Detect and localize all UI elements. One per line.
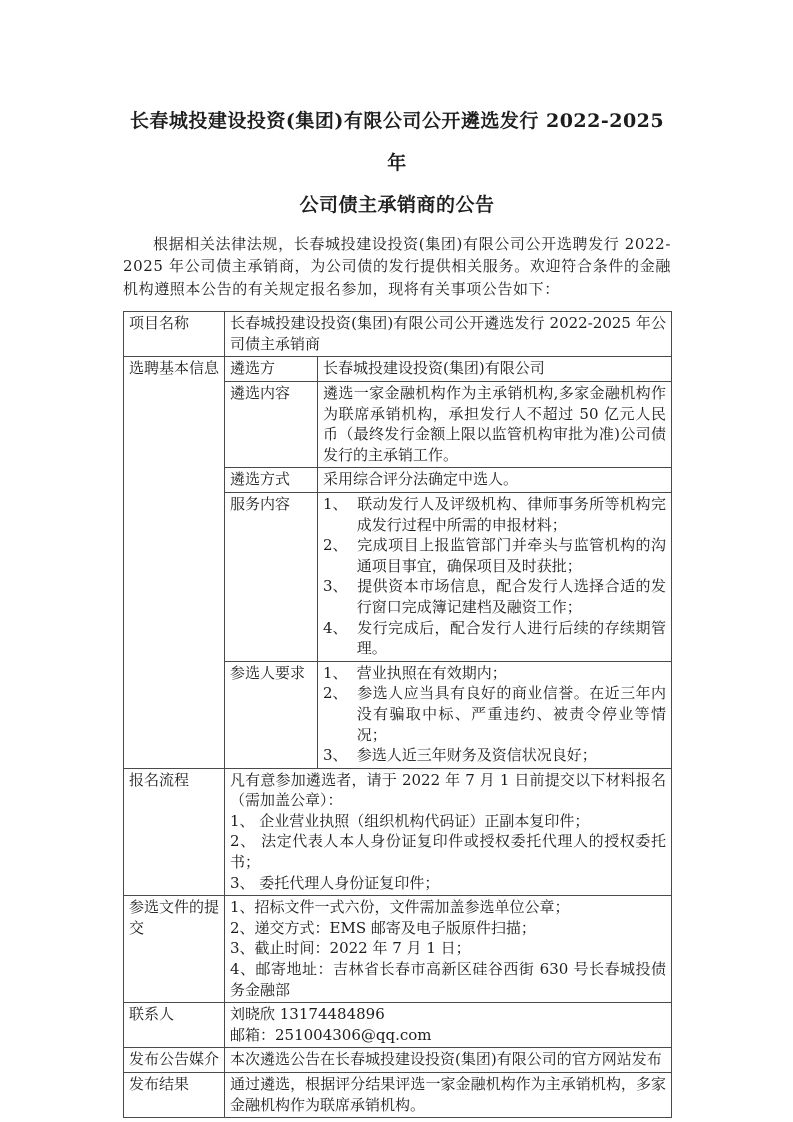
requirement-item-text: 参选人近三年财务及资信状况良好； (356, 746, 597, 765)
service-content-value (318, 492, 672, 661)
registration-line: 3、 委托代理人身份证复印件； (230, 873, 440, 892)
service-item-number: 3、 (323, 577, 348, 596)
registration-process-label: 报名流程 (124, 768, 225, 896)
announcement-media-value: 本次遴选公告在长春城投建设投资(集团)有限公司的官方网站发布 (225, 1048, 672, 1073)
service-item (323, 576, 666, 617)
intro-paragraph: 根据相关法律法规，长春城投建设投资(集团)有限公司公开选聘发行 2022-2025 年公司债主承销商，为公司债的发行提供相关服务。欢迎符合条件的金融机构遵照本公告的有关规定报名参加，现将有关事项公告如下： (123, 235, 671, 298)
requirement-item (323, 683, 666, 745)
requirement-item-text: 参选人应当具有良好的商业信誉。在近三年内没有骗取中标、严重违约、被责令停业等情况； (356, 684, 667, 744)
participant-requirements-label: 参选人要求 (225, 661, 318, 768)
requirement-item (323, 745, 666, 766)
registration-process-value (225, 768, 672, 896)
title-line-1: 长春城投建设投资(集团)有限公司公开遴选发行 2022-2025 年 (129, 110, 665, 174)
service-content-label: 服务内容 (225, 492, 318, 661)
basic-info-label: 选聘基本信息 (124, 357, 225, 768)
title-line-2: 公司债主承销商的公告 (299, 194, 495, 216)
service-item-text: 完成项目上报监管部门并牵头与监管机构的沟通项目事宜，确保项目及时获批； (356, 536, 667, 575)
service-item-number: 1、 (323, 494, 348, 513)
service-item (323, 494, 666, 535)
row-selector (124, 357, 672, 382)
selection-content-value: 遴选一家金融机构作为主承销机构,多家金融机构作为联席承销机构，承担发行人不超过 50 亿元人民币（最终发行金额上限以监管机构审批为准)公司债发行的主承销工作。 (318, 382, 672, 468)
participant-requirements-value (318, 661, 672, 768)
requirement-item-number: 2、 (323, 684, 348, 703)
requirement-item-number: 1、 (323, 663, 348, 682)
selection-method-label: 遴选方式 (225, 468, 318, 493)
service-item-number: 4、 (323, 618, 348, 637)
contact-person-value (225, 1003, 672, 1048)
requirement-item-text: 营业执照在有效期内； (356, 663, 507, 682)
result-publication-value: 通过遴选，根据评分结果评选一家金融机构作为主承销机构，多家金融机构作为联席承销机构。 (225, 1073, 672, 1118)
contact-name-phone: 刘晓欣 13174484896 (230, 1005, 385, 1024)
registration-line: 2、 法定代表人本人身份证复印件或授权委托代理人的授权委托书； (230, 832, 667, 872)
service-item-text: 联动发行人及评级机构、律师事务所等机构完成发行过程中所需的申报材料； (356, 494, 667, 534)
row-announcement-media (124, 1048, 672, 1073)
contact-person-label: 联系人 (124, 1003, 225, 1048)
submission-line: 2、递交方式：EMS 邮寄及电子版原件扫描； (230, 918, 536, 937)
announcement-table (123, 311, 672, 1118)
document-submission-value (225, 896, 672, 1003)
row-document-submission (124, 896, 672, 1003)
service-item-number: 2、 (323, 536, 348, 555)
registration-line: 凡有意参加遴选者，请于 2022 年 7 月 1 日前提交以下材料报名（需加盖公章）： (230, 770, 667, 810)
result-publication-label: 发布结果 (124, 1073, 225, 1118)
service-item-text: 发行完成后，配合发行人进行后续的存续期管理。 (356, 618, 667, 658)
submission-line: 4、邮寄地址：吉林省长春市高新区硅谷西街 630 号长春城投债务金融部 (230, 960, 667, 999)
submission-line: 3、截止时间：2022 年 7 月 1 日； (230, 939, 471, 958)
submission-line: 1、招标文件一式六份，文件需加盖参选单位公章； (230, 898, 570, 917)
service-item (323, 618, 666, 659)
project-name-value: 长春城投建设投资(集团)有限公司公开遴选发行 2022-2025 年公司债主承销商 (225, 312, 672, 357)
contact-email: 邮箱：251004306@qq.com (230, 1025, 432, 1044)
document-submission-label: 参选文件的提交 (124, 896, 225, 1003)
requirement-item-number: 3、 (323, 746, 348, 765)
row-registration-process (124, 768, 672, 896)
selector-label: 遴选方 (225, 357, 318, 382)
selection-method-value: 采用综合评分法确定中选人。 (318, 468, 672, 493)
selection-content-label: 遴选内容 (225, 382, 318, 468)
announcement-media-label: 发布公告媒介 (124, 1048, 225, 1073)
selector-value: 长春城投建设投资(集团)有限公司 (318, 357, 672, 382)
row-result-publication (124, 1073, 672, 1118)
project-name-label: 项目名称 (124, 312, 225, 357)
requirement-item (323, 663, 666, 684)
registration-line: 1、 企业营业执照（组织机构代码证）正副本复印件； (230, 811, 590, 830)
row-contact-person (124, 1003, 672, 1048)
row-project-name (124, 312, 672, 357)
service-item (323, 535, 666, 576)
document-title (123, 100, 671, 226)
service-item-text: 提供资本市场信息，配合发行人选择合适的发行窗口完成簿记建档及融资工作； (356, 577, 667, 616)
